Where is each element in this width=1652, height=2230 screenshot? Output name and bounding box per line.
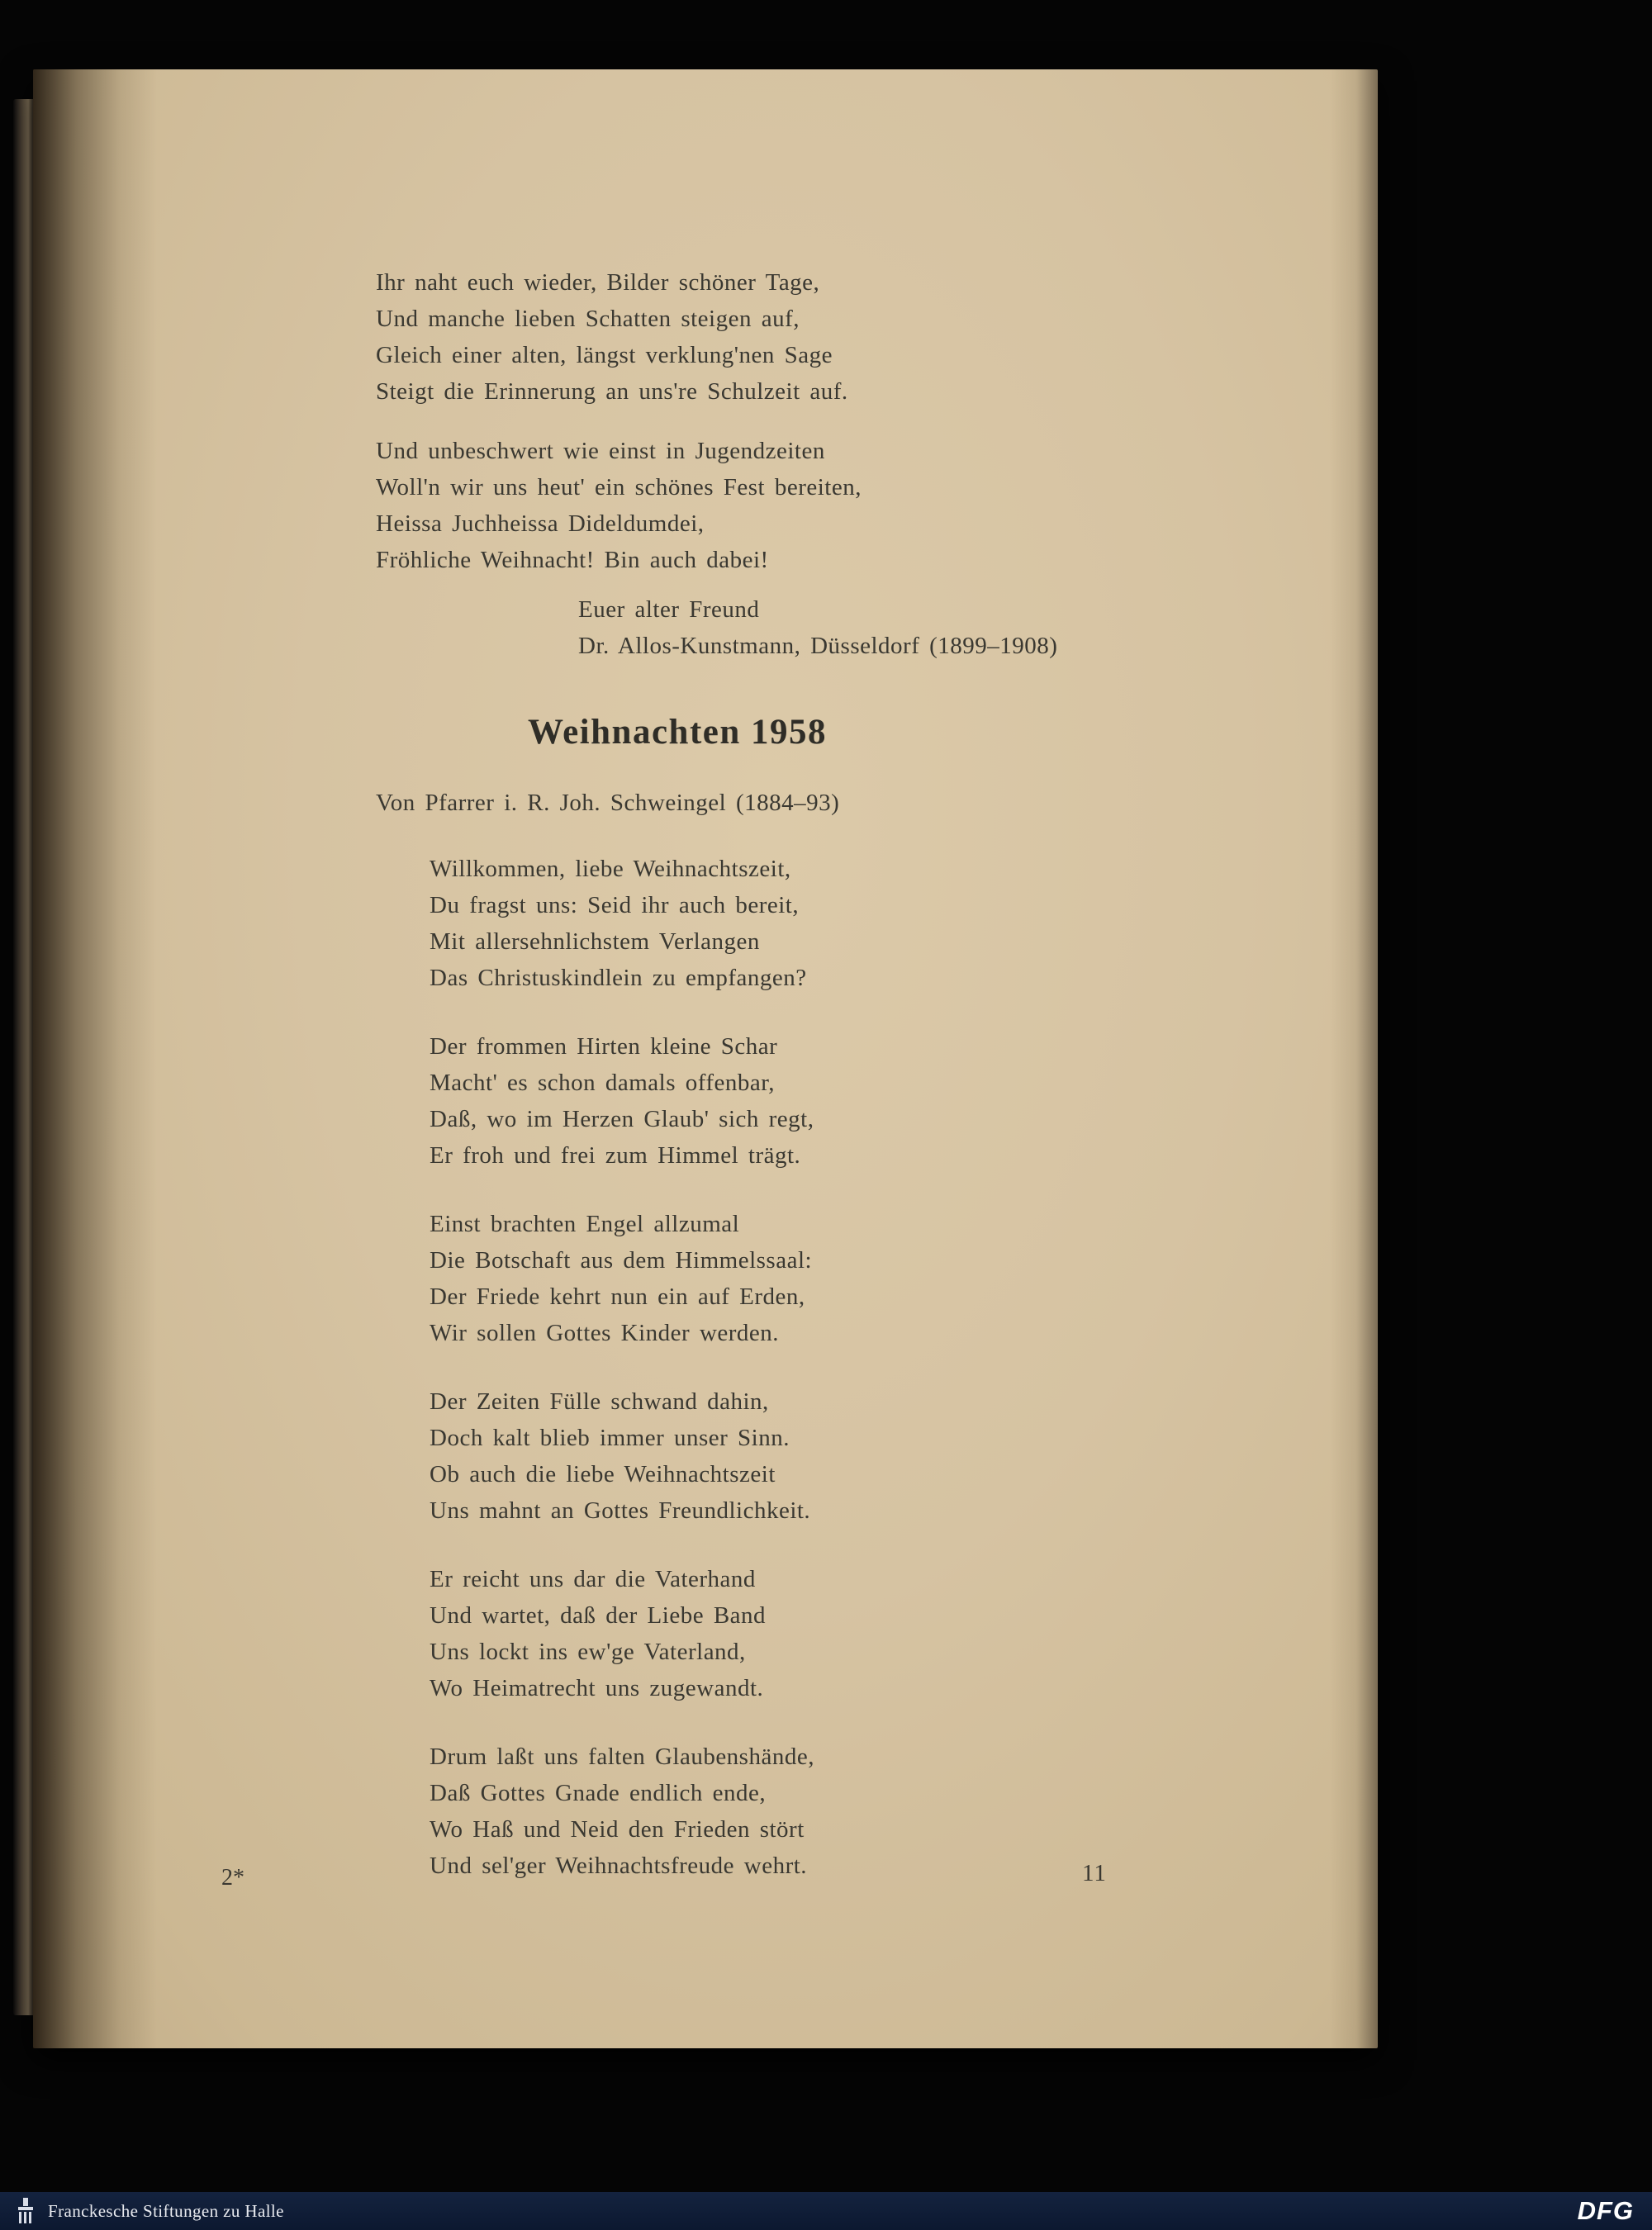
poem-line: Er reicht uns dar die Vaterhand	[430, 1566, 756, 1592]
poem-line: Mit allersehnlichstem Verlangen	[430, 928, 760, 955]
dfg-logo: DFG	[1577, 2196, 1634, 2225]
intro-stanza-2	[376, 433, 862, 578]
institution-label: Franckesche Stiftungen zu Halle	[48, 2200, 284, 2221]
poem-line: Dr. Allos-Kunstmann, Düsseldorf (1899–1908)	[578, 633, 1058, 659]
poem-line: Willkommen, liebe Weihnachtszeit,	[430, 856, 791, 882]
poem-line: Wo Heimatrecht uns zugewandt.	[430, 1675, 764, 1701]
poem-line: Daß, wo im Herzen Glaub' sich regt,	[430, 1106, 814, 1132]
poem-line: Das Christuskindlein zu empfangen?	[430, 965, 807, 991]
poem-byline: Von Pfarrer i. R. Joh. Schweingel (1884–93)	[376, 790, 840, 816]
poem-line: Die Botschaft aus dem Himmelssaal:	[430, 1247, 813, 1274]
poem-line: Und manche lieben Schatten steigen auf,	[376, 306, 800, 332]
poem-stanza-5	[430, 1561, 766, 1706]
poem-stanza-4	[430, 1383, 810, 1529]
poem-line: Und wartet, daß der Liebe Band	[430, 1602, 767, 1629]
poem-line: Euer alter Freund	[578, 596, 760, 623]
poem-line: Ihr naht euch wieder, Bilder schöner Tage,	[376, 269, 820, 296]
poem-line: Der Friede kehrt nun ein auf Erden,	[430, 1283, 805, 1310]
poem-title: Weihnachten 1958	[527, 713, 828, 752]
poem-line: Wo Haß und Neid den Frieden stört	[430, 1816, 805, 1843]
poem-line: Und unbeschwert wie einst in Jugendzeiten	[376, 438, 825, 464]
poem-line: Der Zeiten Fülle schwand dahin,	[430, 1388, 769, 1415]
footer-left	[13, 2195, 284, 2227]
poem-line: Und sel'ger Weihnachtsfreude wehrt.	[430, 1853, 808, 1879]
printers-signature-mark: 2*	[221, 1865, 244, 1891]
poem-line: Drum laßt uns falten Glaubenshände,	[430, 1744, 814, 1770]
poem-stanza-1	[430, 851, 807, 996]
intro-stanza-1	[376, 264, 848, 410]
poem-line: Steigt die Erinnerung an uns're Schulzeit auf.	[376, 378, 848, 405]
poem-line: Doch kalt blieb immer unser Sinn.	[430, 1425, 790, 1451]
poem-line: Uns mahnt an Gottes Freundlichkeit.	[430, 1497, 811, 1524]
poem-line: Uns lockt ins ew'ge Vaterland,	[430, 1639, 746, 1665]
franckesche-stiftungen-logo-icon	[13, 2195, 38, 2227]
poem-line: Wir sollen Gottes Kinder werden.	[430, 1320, 780, 1346]
intro-signature	[578, 591, 1057, 664]
poem-line: Ob auch die liebe Weihnachtszeit	[430, 1461, 776, 1487]
poem-line: Daß Gottes Gnade endlich ende,	[430, 1780, 767, 1806]
poem-line: Woll'n wir uns heut' ein schönes Fest bereiten,	[376, 474, 862, 501]
viewer-footer-bar	[0, 2192, 1652, 2230]
poem-line: Gleich einer alten, längst verklung'nen Sage	[376, 342, 833, 368]
poem-line: Du fragst uns: Seid ihr auch bereit,	[430, 892, 800, 918]
poem-stanza-3	[430, 1206, 812, 1351]
poem-line: Fröhliche Weihnacht! Bin auch dabei!	[376, 547, 769, 573]
poem-stanza-2	[430, 1028, 814, 1174]
poem-line: Einst brachten Engel allzumal	[430, 1211, 740, 1237]
poem-line: Der frommen Hirten kleine Schar	[430, 1033, 778, 1060]
poem-line: Heissa Juchheissa Dideldumdei,	[376, 510, 705, 537]
poem-stanza-6	[430, 1739, 814, 1884]
page-number: 11	[1082, 1860, 1107, 1886]
poem-line: Macht' es schon damals offenbar,	[430, 1070, 776, 1096]
poem-line: Er froh und frei zum Himmel trägt.	[430, 1142, 801, 1169]
